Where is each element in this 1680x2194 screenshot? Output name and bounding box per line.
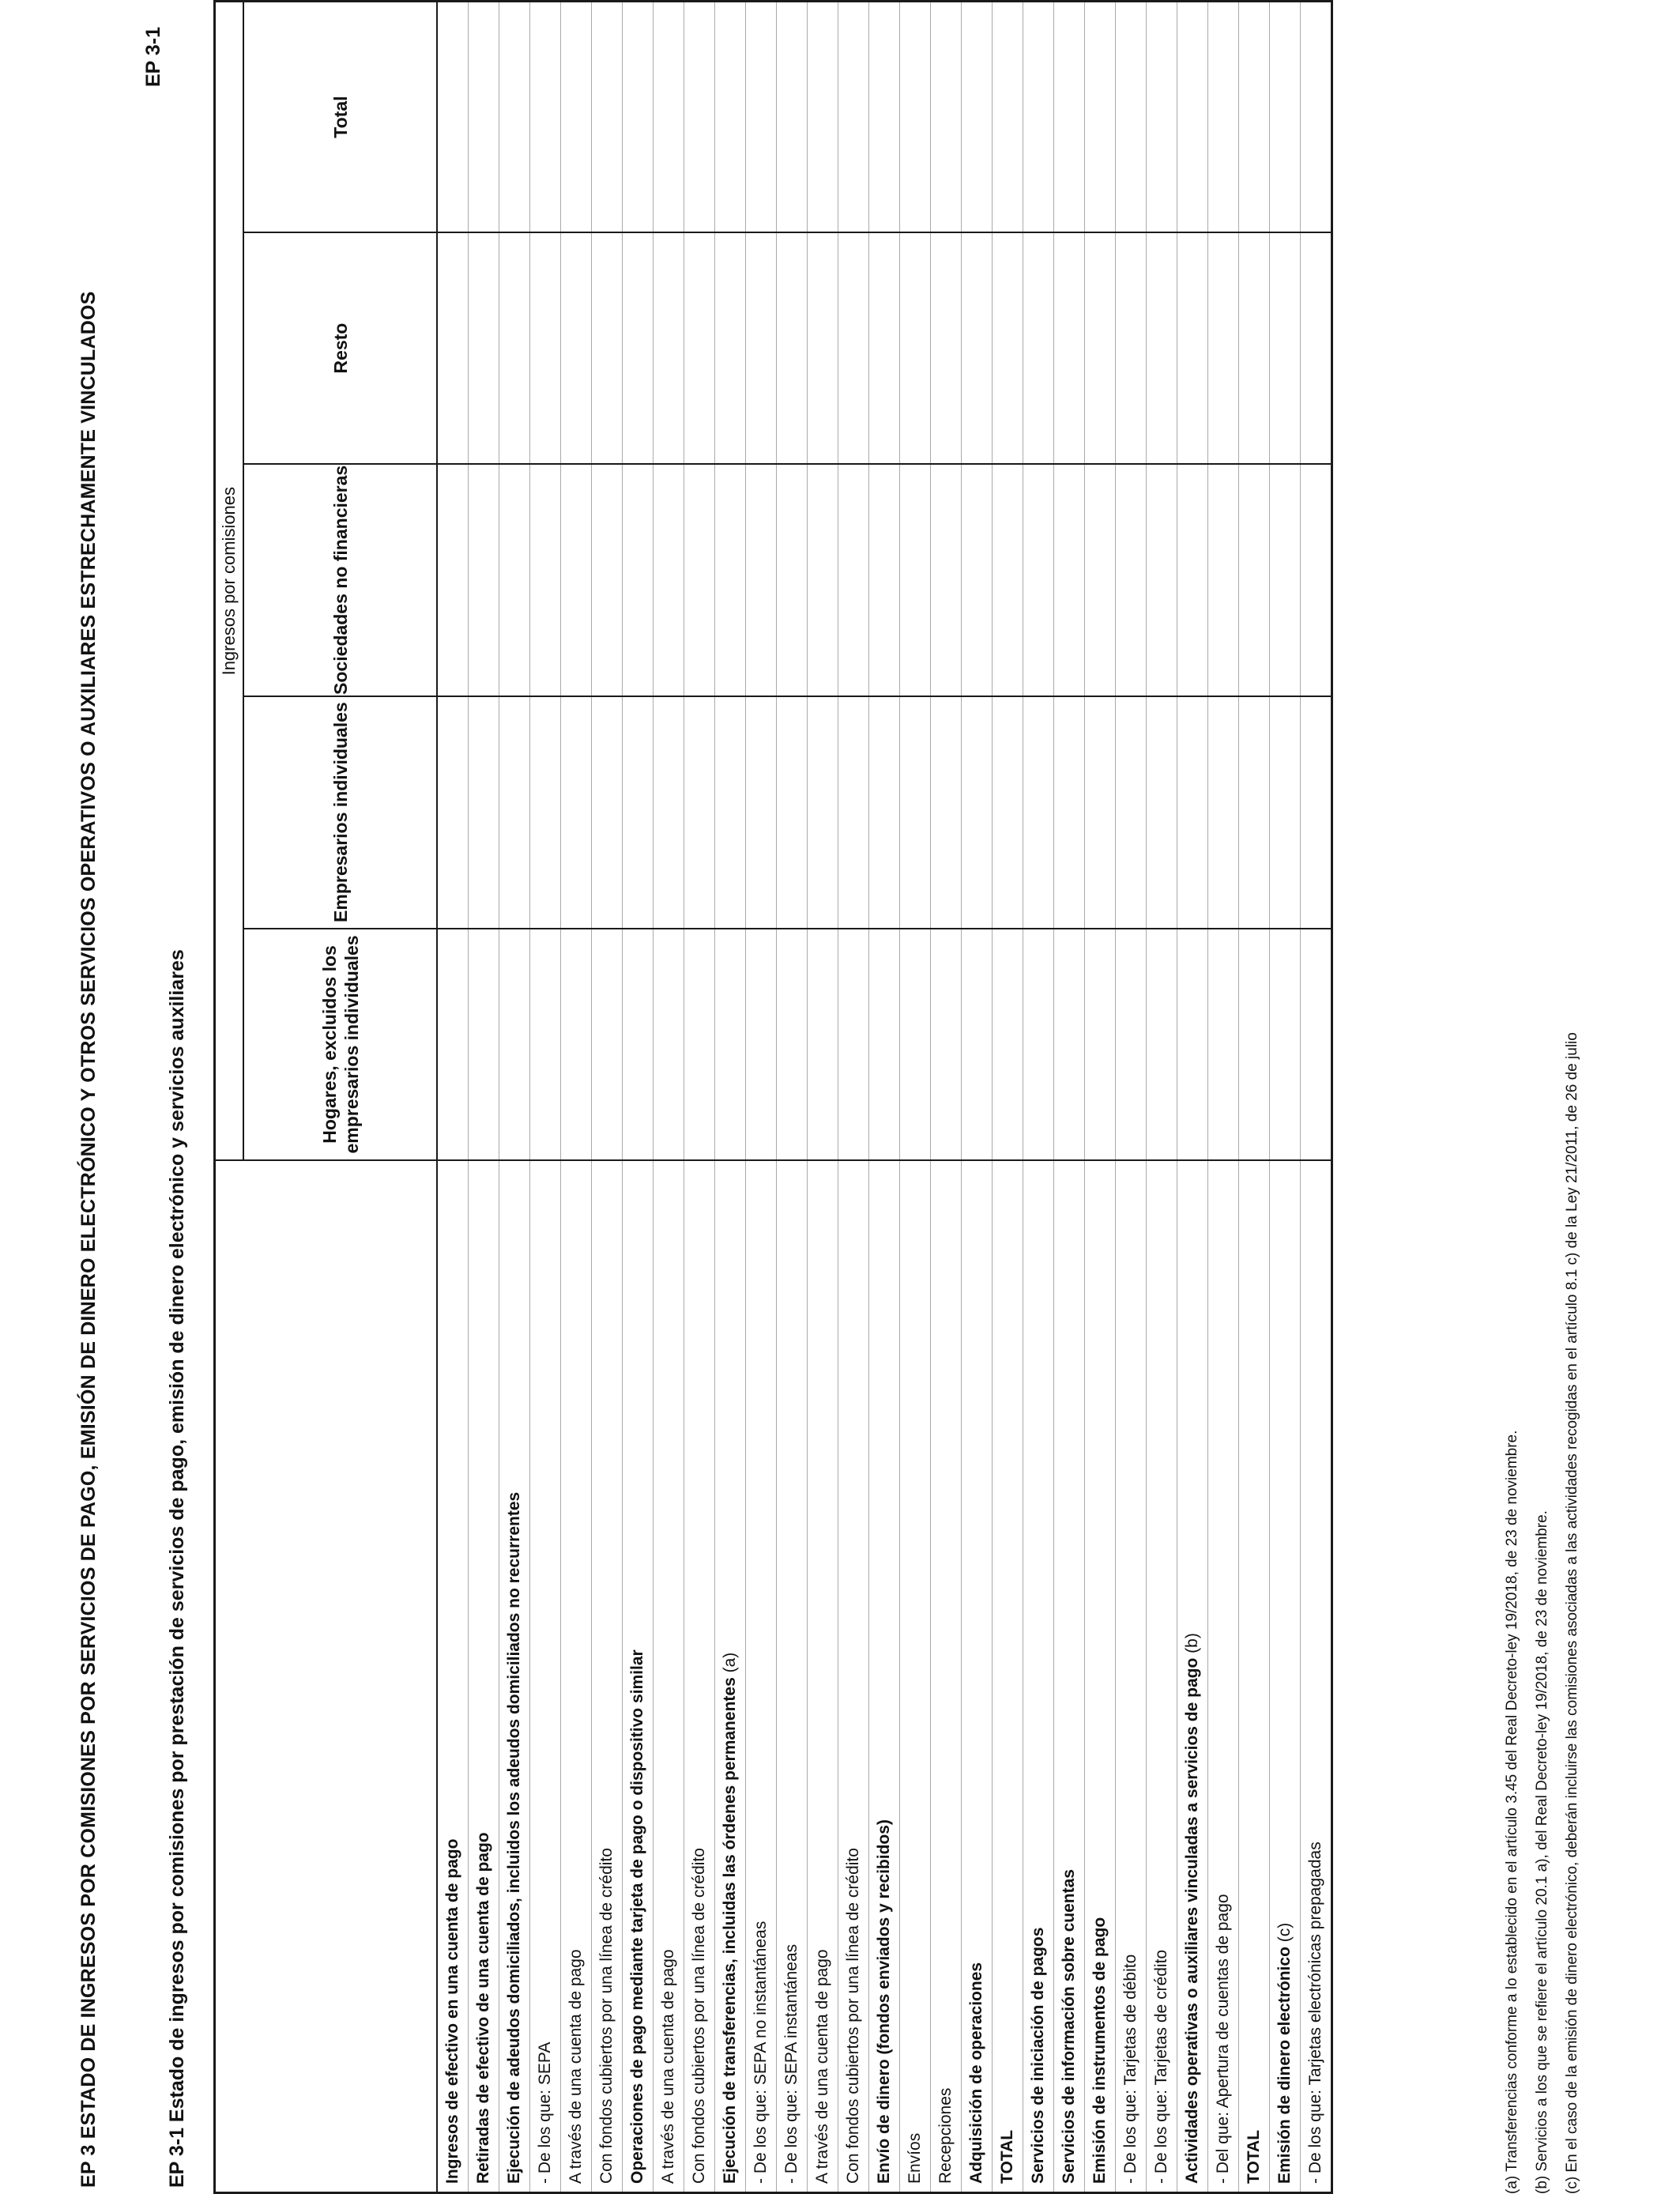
value-cell[interactable] — [561, 929, 592, 1161]
value-cell[interactable] — [931, 2, 962, 233]
value-cell[interactable] — [993, 929, 1023, 1161]
value-cell[interactable] — [530, 464, 561, 696]
value-cell[interactable] — [437, 2, 469, 233]
header-corner — [215, 1160, 438, 2192]
value-cell[interactable] — [530, 232, 561, 464]
value-cell[interactable] — [746, 929, 777, 1161]
row-label-text: Con fondos cubiertos por una línea de crédito — [597, 1848, 616, 2184]
table-row — [838, 2, 869, 2193]
row-label-text: - De los que: SEPA instantáneas — [782, 1943, 800, 2184]
row-label-text: TOTAL — [1245, 2129, 1263, 2184]
row-label — [931, 1160, 962, 2192]
value-cell[interactable] — [1270, 929, 1301, 1161]
value-cell[interactable] — [869, 464, 900, 696]
row-label-text: Servicios de información sobre cuentas — [1060, 1869, 1078, 2184]
value-cell[interactable] — [962, 232, 993, 464]
row-label — [469, 1160, 499, 2192]
value-cell[interactable] — [715, 464, 746, 696]
value-cell[interactable] — [437, 929, 469, 1161]
table-row — [592, 2, 623, 2193]
value-cell[interactable] — [1208, 464, 1239, 696]
value-cell[interactable] — [1208, 696, 1239, 929]
column-header-empresarios: Empresarios individuales — [243, 696, 437, 929]
value-cell[interactable] — [1116, 2, 1147, 233]
value-cell[interactable] — [838, 232, 869, 464]
value-cell[interactable] — [869, 232, 900, 464]
row-note: (a) — [721, 1652, 739, 1673]
value-cell[interactable] — [499, 929, 530, 1161]
value-cell[interactable] — [469, 2, 499, 233]
value-cell[interactable] — [1023, 2, 1054, 233]
row-label — [623, 1160, 654, 2192]
value-cell[interactable] — [900, 696, 931, 929]
value-cell[interactable] — [746, 232, 777, 464]
value-cell[interactable] — [437, 464, 469, 696]
row-label — [900, 1160, 931, 2192]
value-cell[interactable] — [1116, 232, 1147, 464]
value-cell[interactable] — [777, 464, 808, 696]
value-cell[interactable] — [1054, 2, 1085, 233]
value-cell[interactable] — [684, 929, 715, 1161]
value-cell[interactable] — [1177, 2, 1208, 233]
value-cell[interactable] — [1116, 696, 1147, 929]
value-cell[interactable] — [838, 696, 869, 929]
value-cell[interactable] — [654, 2, 684, 233]
value-cell[interactable] — [437, 232, 469, 464]
value-cell[interactable] — [900, 464, 931, 696]
value-cell[interactable] — [499, 232, 530, 464]
table-row — [900, 2, 931, 2193]
value-cell[interactable] — [777, 2, 808, 233]
row-label — [1054, 1160, 1085, 2192]
value-cell[interactable] — [561, 2, 592, 233]
row-label-text: Servicios de iniciación de pagos — [1029, 1927, 1047, 2184]
value-cell[interactable] — [469, 929, 499, 1161]
value-cell[interactable] — [838, 2, 869, 233]
value-cell[interactable] — [623, 464, 654, 696]
row-label-text: Con fondos cubiertos por una línea de crédito — [690, 1848, 708, 2184]
value-cell[interactable] — [1085, 232, 1116, 464]
value-cell[interactable] — [592, 464, 623, 696]
table-row — [931, 2, 962, 2193]
value-cell[interactable] — [561, 464, 592, 696]
value-cell[interactable] — [1208, 929, 1239, 1161]
value-cell[interactable] — [1301, 232, 1332, 464]
value-cell[interactable] — [993, 464, 1023, 696]
value-cell[interactable] — [530, 696, 561, 929]
value-cell[interactable] — [469, 232, 499, 464]
row-label-text: TOTAL — [998, 2129, 1016, 2184]
row-label-text: Emisión de dinero electrónico — [1275, 1947, 1294, 2184]
row-label-text: Ingresos de efectivo en una cuenta de pago — [443, 1838, 461, 2184]
value-cell[interactable] — [684, 696, 715, 929]
table-row — [746, 2, 777, 2193]
value-cell[interactable] — [1147, 696, 1177, 929]
value-cell[interactable] — [900, 232, 931, 464]
row-label-text: A través de una cuenta de pago — [659, 1949, 677, 2184]
value-cell[interactable] — [623, 232, 654, 464]
table-row — [869, 2, 900, 2193]
value-cell[interactable] — [592, 232, 623, 464]
value-cell[interactable] — [962, 929, 993, 1161]
row-label — [838, 1160, 869, 2192]
value-cell[interactable] — [654, 464, 684, 696]
row-label — [1147, 1160, 1177, 2192]
value-cell[interactable] — [808, 2, 838, 233]
table-row — [777, 2, 808, 2193]
value-cell[interactable] — [1239, 929, 1270, 1161]
value-cell[interactable] — [869, 929, 900, 1161]
value-cell[interactable] — [777, 232, 808, 464]
table-row — [1270, 2, 1301, 2193]
value-cell[interactable] — [869, 696, 900, 929]
value-cell[interactable] — [1177, 464, 1208, 696]
value-cell[interactable] — [808, 232, 838, 464]
value-cell[interactable] — [684, 2, 715, 233]
table-row — [437, 2, 469, 2193]
page-title: EP 3 ESTADO DE INGRESOS POR COMISIONES POR SERVICIOS DE PAGO, EMISIÓN DE DINERO ELECTRÓNICO Y OTROS SERVICIOS OPERATIVOS O AUXILIARES ESTRECHAMENTE VINCULADOS — [77, 291, 100, 2188]
value-cell[interactable] — [1270, 232, 1301, 464]
value-cell[interactable] — [499, 696, 530, 929]
value-cell[interactable] — [1023, 464, 1054, 696]
value-cell[interactable] — [1085, 464, 1116, 696]
value-cell[interactable] — [1301, 696, 1332, 929]
row-label-text: Operaciones de pago mediante tarjeta de pago o dispositivo similar — [628, 1649, 646, 2184]
row-label — [808, 1160, 838, 2192]
table-row — [499, 2, 530, 2193]
row-label-text: - De los que: SEPA no instantáneas — [751, 1921, 770, 2184]
row-label-text: Con fondos cubiertos por una línea de crédito — [844, 1848, 862, 2184]
value-cell[interactable] — [469, 464, 499, 696]
value-cell[interactable] — [1054, 929, 1085, 1161]
table-row — [715, 2, 746, 2193]
value-cell[interactable] — [1177, 929, 1208, 1161]
row-label-text: Envío de dinero (fondos enviados y recibidos) — [875, 1819, 893, 2184]
column-header-resto: Resto — [243, 232, 437, 464]
value-cell[interactable] — [777, 929, 808, 1161]
value-cell[interactable] — [1054, 232, 1085, 464]
value-cell[interactable] — [654, 696, 684, 929]
value-cell[interactable] — [437, 696, 469, 929]
value-cell[interactable] — [1147, 929, 1177, 1161]
value-cell[interactable] — [1239, 2, 1270, 233]
table-row — [654, 2, 684, 2193]
value-cell[interactable] — [1116, 464, 1147, 696]
table-row — [962, 2, 993, 2193]
form-code: EP 3-1 — [142, 27, 164, 87]
value-cell[interactable] — [993, 2, 1023, 233]
value-cell[interactable] — [1085, 2, 1116, 233]
value-cell[interactable] — [1208, 2, 1239, 233]
row-label-text: Envíos — [906, 2132, 924, 2184]
row-label — [869, 1160, 900, 2192]
row-label-text: Ejecución de adeudos domiciliados, incluidos los adeudos domiciliados no recurrentes — [505, 1491, 523, 2184]
table-row — [993, 2, 1023, 2193]
row-label — [993, 1160, 1023, 2192]
row-label-text: Recepciones — [936, 2087, 955, 2184]
row-label — [1270, 1160, 1301, 2192]
value-cell[interactable] — [1085, 929, 1116, 1161]
value-cell[interactable] — [715, 232, 746, 464]
value-cell[interactable] — [838, 464, 869, 696]
value-cell[interactable] — [684, 464, 715, 696]
value-cell[interactable] — [1270, 696, 1301, 929]
value-cell[interactable] — [1147, 232, 1177, 464]
table-row — [1208, 2, 1239, 2193]
row-label — [1085, 1160, 1116, 2192]
commission-income-table — [213, 0, 1333, 2194]
value-cell[interactable] — [931, 232, 962, 464]
table-row — [1054, 2, 1085, 2193]
table-row — [1177, 2, 1208, 2193]
value-cell[interactable] — [808, 696, 838, 929]
value-cell[interactable] — [1023, 696, 1054, 929]
value-cell[interactable] — [715, 696, 746, 929]
row-label — [530, 1160, 561, 2192]
value-cell[interactable] — [654, 929, 684, 1161]
column-header-total: Total — [243, 2, 437, 233]
value-cell[interactable] — [931, 929, 962, 1161]
value-cell[interactable] — [746, 2, 777, 233]
table-row — [1147, 2, 1177, 2193]
table-row — [1239, 2, 1270, 2193]
row-label — [561, 1160, 592, 2192]
value-cell[interactable] — [900, 929, 931, 1161]
value-cell[interactable] — [561, 696, 592, 929]
group-header: Ingresos por comisiones — [215, 2, 244, 1161]
row-label — [499, 1160, 530, 2192]
row-label — [592, 1160, 623, 2192]
footnote-c: (c) En el caso de la emisión de dinero electrónico, deberán incluirse las comisiones asociadas a las actividades recogidas en el artículo 8.1 c) de la Ley 21/2011, de 26 de julio — [1564, 1032, 1580, 2194]
value-cell[interactable] — [900, 2, 931, 233]
table-row — [469, 2, 499, 2193]
value-cell[interactable] — [777, 696, 808, 929]
value-cell[interactable] — [1270, 2, 1301, 233]
row-label — [746, 1160, 777, 2192]
value-cell[interactable] — [592, 929, 623, 1161]
value-cell[interactable] — [654, 232, 684, 464]
value-cell[interactable] — [1147, 2, 1177, 233]
value-cell[interactable] — [1301, 929, 1332, 1161]
table-row — [808, 2, 838, 2193]
value-cell[interactable] — [1301, 2, 1332, 233]
value-cell[interactable] — [1239, 232, 1270, 464]
table-row — [1085, 2, 1116, 2193]
row-label-text: - De los que: Tarjetas de crédito — [1152, 1949, 1170, 2184]
column-header-sociedades: Sociedades no financieras — [243, 464, 437, 696]
table-row — [530, 2, 561, 2193]
value-cell[interactable] — [469, 696, 499, 929]
value-cell[interactable] — [1301, 464, 1332, 696]
value-cell[interactable] — [962, 696, 993, 929]
row-label — [1116, 1160, 1147, 2192]
value-cell[interactable] — [499, 464, 530, 696]
table-row — [561, 2, 592, 2193]
value-cell[interactable] — [931, 696, 962, 929]
table-row — [1301, 2, 1332, 2193]
value-cell[interactable] — [592, 696, 623, 929]
value-cell[interactable] — [808, 464, 838, 696]
value-cell[interactable] — [962, 464, 993, 696]
value-cell[interactable] — [808, 929, 838, 1161]
row-label — [1208, 1160, 1239, 2192]
row-label — [1301, 1160, 1332, 2192]
value-cell[interactable] — [684, 232, 715, 464]
table-body — [437, 2, 1332, 2193]
value-cell[interactable] — [1239, 696, 1270, 929]
value-cell[interactable] — [993, 696, 1023, 929]
row-label — [777, 1160, 808, 2192]
row-label-text: - De los que: Tarjetas electrónicas prepagadas — [1306, 1842, 1324, 2184]
value-cell[interactable] — [1054, 464, 1085, 696]
value-cell[interactable] — [1177, 232, 1208, 464]
row-label-text: - De los que: Tarjetas de débito — [1121, 1954, 1139, 2184]
row-note: (c) — [1275, 1922, 1294, 1943]
value-cell[interactable] — [623, 929, 654, 1161]
value-cell[interactable] — [1177, 696, 1208, 929]
value-cell[interactable] — [746, 464, 777, 696]
value-cell[interactable] — [1270, 464, 1301, 696]
table-row — [1023, 2, 1054, 2193]
value-cell[interactable] — [1208, 232, 1239, 464]
value-cell[interactable] — [931, 464, 962, 696]
value-cell[interactable] — [962, 2, 993, 233]
table-row — [623, 2, 654, 2193]
footnote-b: (b) Servicios a los que se refiere el artículo 20.1 a), del Real Decreto-ley 19/2018, de 23 de noviembre. — [1534, 1510, 1550, 2194]
row-label-text: Retiradas de efectivo de una cuenta de pago — [474, 1832, 492, 2184]
value-cell[interactable] — [1147, 464, 1177, 696]
column-header-hogares: Hogares, excluidos los empresarios individuales — [243, 929, 437, 1161]
row-label — [654, 1160, 684, 2192]
value-cell[interactable] — [1085, 696, 1116, 929]
row-label-text: - Del que: Apertura de cuentas de pago — [1214, 1894, 1232, 2184]
value-cell[interactable] — [530, 929, 561, 1161]
row-label — [437, 1160, 469, 2192]
value-cell[interactable] — [869, 2, 900, 233]
row-label-text: Ejecución de transferencias, incluidas las órdenes permanentes — [721, 1677, 739, 2184]
row-label-text: Emisión de instrumentos de pago — [1090, 1917, 1109, 2184]
value-cell[interactable] — [838, 929, 869, 1161]
value-cell[interactable] — [1023, 232, 1054, 464]
value-cell[interactable] — [993, 232, 1023, 464]
row-label-text: A través de una cuenta de pago — [813, 1949, 831, 2184]
row-note: (b) — [1183, 1633, 1201, 1653]
table-row — [1116, 2, 1147, 2193]
value-cell[interactable] — [623, 2, 654, 233]
value-cell[interactable] — [592, 2, 623, 233]
value-cell[interactable] — [561, 232, 592, 464]
row-label — [1023, 1160, 1054, 2192]
footnote-a: (a) Transferencias conforme a lo establecido en el artículo 3.45 del Real Decreto-ley 19/2018, de 23 de noviembre. — [1504, 1430, 1520, 2194]
row-label-text: - De los que: SEPA — [536, 2041, 554, 2184]
row-label-text: A través de una cuenta de pago — [567, 1949, 585, 2184]
value-cell[interactable] — [715, 929, 746, 1161]
value-cell[interactable] — [715, 2, 746, 233]
row-label — [684, 1160, 715, 2192]
value-cell[interactable] — [1239, 464, 1270, 696]
value-cell[interactable] — [530, 2, 561, 233]
value-cell[interactable] — [1116, 929, 1147, 1161]
row-label — [1177, 1160, 1208, 2192]
table-row — [684, 2, 715, 2193]
value-cell[interactable] — [623, 696, 654, 929]
row-label — [962, 1160, 993, 2192]
row-label — [1239, 1160, 1270, 2192]
row-label-text: Adquisición de operaciones — [967, 1962, 985, 2184]
value-cell[interactable] — [746, 696, 777, 929]
row-label — [715, 1160, 746, 2192]
value-cell[interactable] — [1023, 929, 1054, 1161]
value-cell[interactable] — [1054, 696, 1085, 929]
row-label-text: Actividades operativas o auxiliares vinculadas a servicios de pago — [1183, 1657, 1201, 2184]
section-title: EP 3-1 Estado de ingresos por comisiones por prestación de servicios de pago, emisión de dinero electrónico y servicios auxiliares — [166, 949, 188, 2188]
value-cell[interactable] — [499, 2, 530, 233]
